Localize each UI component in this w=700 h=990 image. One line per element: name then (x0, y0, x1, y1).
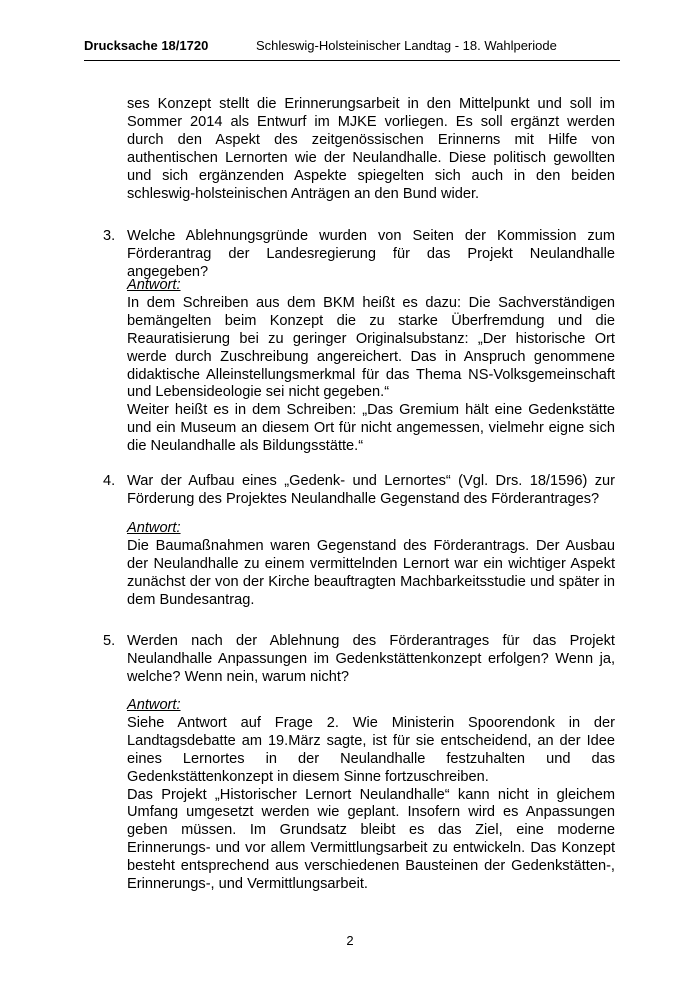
question-number: 4. (103, 473, 116, 489)
answer-3 (127, 277, 615, 456)
answer-label: Antwort: (127, 520, 181, 536)
page-number: 2 (346, 933, 354, 948)
question-5 (103, 633, 615, 687)
question-4 (103, 473, 615, 509)
question-number: 5. (103, 633, 116, 649)
question-number: 3. (103, 228, 116, 244)
answer-5 (127, 697, 615, 894)
question-3 (103, 228, 615, 282)
answer-paragraph: Siehe Antwort auf Frage 2. Wie Ministerin Spoorendonk in der Landtagsdebatte am 19.März sagte, ist für sie entscheidend, an der Idee eines Lernortes in der Neulandhalle festzuhalten und das Gedenkstättenkonzept in diesem Sinne fortzuschreiben. (127, 714, 615, 785)
answer-paragraph: Weiter heißt es in dem Schreiben: „Das Gremium hält eine Gedenkstätte und ein Museum an diesem Ort für nicht angemessen, vielmehr eigne sich die Neulandhalle als Bildungsstätte.“ (127, 402, 615, 455)
parliament-title: Schleswig-Holsteinischer Landtag - 18. Wahlperiode (256, 38, 557, 53)
header-divider (84, 60, 620, 61)
answer-paragraph: In dem Schreiben aus dem BKM heißt es dazu: Die Sachverständigen bemängelten beim Konzept die zu starke Überfremdung und die Reauratisierung bei zu geringer Originalsubstanz: „Der historische Ort werde durch Zuschreibung angereichert. Das in Anspruch genommene didaktische Alleinstellungsmerkmal für das Thema NS-Volksgemeinschaft und Lebensideologie sei nicht gegeben.“ (127, 294, 615, 401)
answer-paragraph: Die Baumaßnahmen waren Gegenstand des Förderantrags. Der Ausbau der Neulandhalle zu einem vermittelnden Lernort war ein wichtiger Aspekt zunächst der von der Kirche beauftragten Machbarkeitsstudie und später in dem Bundesantrag. (127, 537, 615, 608)
answer-paragraph: Das Projekt „Historischer Lernort Neulandhalle“ kann nicht in gleichem Umfang umgesetzt werden wie geplant. Insofern wird es Anpassungen geben müssen. Im Grundsatz bleibt es das Ziel, eine moderne Erinnerungs- und vor allem Vermittlungsarbeit zu entwickeln. Das Konzept besteht entsprechend aus verschiedenen Bausteinen der Gedenkstätten-, Erinnerungs-, und Vermittlungsarbeit. (127, 786, 615, 893)
answer-label: Antwort: (127, 277, 181, 293)
page-header (84, 38, 620, 54)
answer-4 (127, 520, 615, 610)
answer-label: Antwort: (127, 697, 181, 713)
question-text: War der Aufbau eines „Gedenk- und Lernortes“ (Vgl. Drs. 18/1596) zur Förderung des Projektes Neulandhalle Gegenstand des Förderantrages? (127, 473, 615, 507)
intro-text: ses Konzept stellt die Erinnerungsarbeit in den Mittelpunkt und soll im Sommer 2014 als Entwurf im MJKE vorliegen. Es soll ergänzt werden durch den Aspekt des zeitgenössischen Erinnerns mit Hilfe von authentischen Lernorten wie der Neulandhalle. Diese politisch gewollten und sich ergänzenden Aspekte spiegelten sich auch in den beiden schleswig-holsteinischen Anträgen an den Bund wider. (127, 96, 615, 202)
doc-number: Drucksache 18/1720 (84, 38, 209, 53)
question-text: Werden nach der Ablehnung des Förderantrages für das Projekt Neulandhalle Anpassungen im Gedenkstättenkonzept erfolgen? Wenn ja, welche? Wenn nein, warum nicht? (127, 633, 615, 685)
intro-paragraph (127, 96, 615, 203)
question-text: Welche Ablehnungsgründe wurden von Seiten der Kommission zum Förderantrag der Landesregierung für das Projekt Neulandhalle angegeben? (127, 228, 615, 280)
